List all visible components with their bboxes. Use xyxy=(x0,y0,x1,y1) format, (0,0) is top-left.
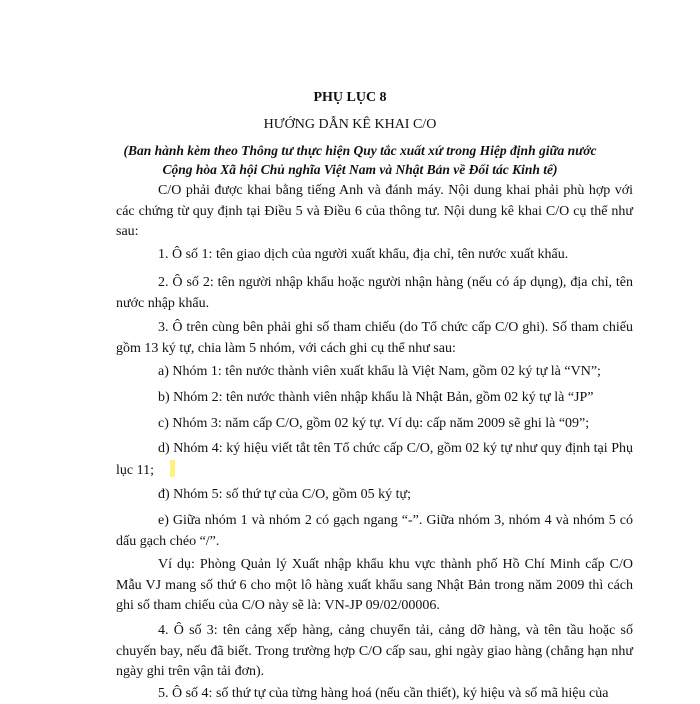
group-d-text: d) Nhóm 4: ký hiệu viết tắt tên Tổ chức cấp C/O, gồm 02 ký tự như quy định tại Phụ lục 11; xyxy=(116,441,633,478)
item-2: 2. Ô số 2: tên người nhập khẩu hoặc người nhận hàng (nếu có áp dụng), địa chỉ, tên nước nhập khẩu. xyxy=(116,275,633,311)
item-5: 5. Ô số 4: số thứ tự của từng hàng hoá (nếu cần thiết), ký hiệu và số mã hiệu của xyxy=(158,686,609,701)
document-subtitle: (Ban hành kèm theo Thông tư thực hiện Quy tắc xuất xứ trong Hiệp định giữa nước Cộng hòa Xã hội Chủ nghĩa Việt Nam và Nhật Bản về Đối tác Kinh tế) xyxy=(123,143,597,177)
text-cursor-highlight xyxy=(170,460,175,477)
group-b: b) Nhóm 2: tên nước thành viên nhập khẩu là Nhật Bản, gồm 02 ký tự là “JP” xyxy=(158,390,594,405)
group-a: a) Nhóm 1: tên nước thành viên xuất khẩu là Việt Nam, gồm 02 ký tự là “VN”; xyxy=(158,364,601,379)
example-paragraph: Ví dụ: Phòng Quản lý Xuất nhập khẩu khu vực thành phố Hồ Chí Minh cấp C/O Mẫu VJ mang số thứ 6 cho một lô hàng xuất khẩu sang Nhật Bản trong năm 2009 thì cách ghi số tham chiếu của C/O này sẽ là: VN-JP 09/02/00006. xyxy=(116,557,633,613)
group-d2: đ) Nhóm 5: số thứ tự của C/O, gồm 05 ký tự; xyxy=(158,487,411,502)
appendix-heading: PHỤ LỤC 8 xyxy=(313,90,387,105)
intro-paragraph: C/O phải được khai bằng tiếng Anh và đánh máy. Nội dung khai phải phù hợp với các chứng từ quy định tại Điều 5 và Điều 6 của thông tư. Nội dung kê khai C/O cụ thể như sau: xyxy=(116,183,633,239)
item-1: 1. Ô số 1: tên giao dịch của người xuất khẩu, địa chỉ, tên nước xuất khẩu. xyxy=(158,247,569,262)
group-c: c) Nhóm 3: năm cấp C/O, gồm 02 ký tự. Ví dụ: cấp năm 2009 sẽ ghi là “09”; xyxy=(158,416,590,431)
item-4: 4. Ô số 3: tên cảng xếp hàng, cảng chuyển tải, cảng dỡ hàng, và tên tầu hoặc số chuyến bay, nếu đã biết. Trong trường hợp C/O cấp sau, ghi ngày giao hàng (chẳng hạn như ngày ghi trên vận tải đơn). xyxy=(116,623,633,679)
item-3: 3. Ô trên cùng bên phải ghi số tham chiếu (do Tổ chức cấp C/O ghi). Số tham chiếu gồm 13 ký tự, chia làm 5 nhóm, với cách ghi cụ thể như sau: xyxy=(116,320,633,356)
group-d xyxy=(116,439,633,481)
group-e: e) Giữa nhóm 1 và nhóm 2 có gạch ngang “-”. Giữa nhóm 3, nhóm 4 và nhóm 5 có dấu gạch chéo “/”. xyxy=(116,513,633,549)
document-title: HƯỚNG DẪN KÊ KHAI C/O xyxy=(263,117,437,132)
